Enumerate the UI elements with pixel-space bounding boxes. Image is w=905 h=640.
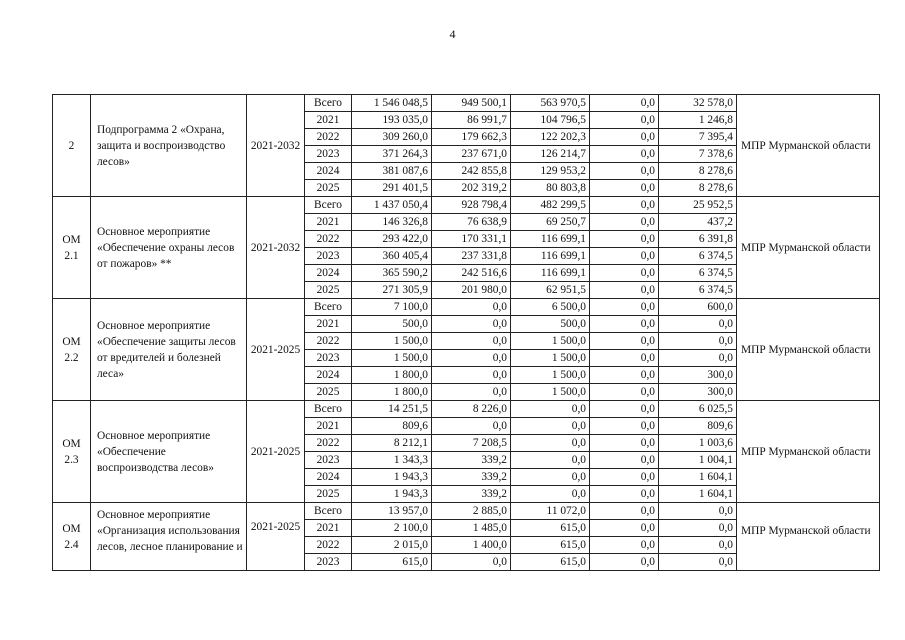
year-cell: 2021 bbox=[305, 214, 352, 231]
other-cell: 0,0 bbox=[659, 554, 737, 571]
other-cell: 0,0 bbox=[659, 503, 737, 520]
period-cell: 2021-2025 bbox=[247, 401, 305, 503]
regional-cell: 0,0 bbox=[511, 486, 590, 503]
total-cell: 1 546 048,5 bbox=[352, 95, 432, 112]
name-cell: Основное мероприятие «Организация использования лесов, лесное планирование и bbox=[91, 503, 247, 571]
other-cell: 300,0 bbox=[659, 367, 737, 384]
local-cell: 0,0 bbox=[590, 214, 659, 231]
year-cell: 2021 bbox=[305, 112, 352, 129]
year-cell: 2024 bbox=[305, 163, 352, 180]
regional-cell: 1 500,0 bbox=[511, 384, 590, 401]
table-row bbox=[53, 299, 880, 316]
other-cell: 6 374,5 bbox=[659, 248, 737, 265]
other-cell: 1 604,1 bbox=[659, 469, 737, 486]
year-cell: 2025 bbox=[305, 180, 352, 197]
table-row bbox=[53, 503, 880, 520]
federal-cell: 949 500,1 bbox=[432, 95, 511, 112]
total-cell: 7 100,0 bbox=[352, 299, 432, 316]
other-cell: 0,0 bbox=[659, 520, 737, 537]
regional-cell: 126 214,7 bbox=[511, 146, 590, 163]
federal-cell: 201 980,0 bbox=[432, 282, 511, 299]
year-cell: Всего bbox=[305, 401, 352, 418]
executor-cell: МПР Мурманской области bbox=[737, 95, 880, 197]
federal-cell: 0,0 bbox=[432, 316, 511, 333]
code-cell: ОМ 2.3 bbox=[53, 401, 91, 503]
local-cell: 0,0 bbox=[590, 520, 659, 537]
local-cell: 0,0 bbox=[590, 367, 659, 384]
local-cell: 0,0 bbox=[590, 265, 659, 282]
year-cell: 2022 bbox=[305, 231, 352, 248]
federal-cell: 2 885,0 bbox=[432, 503, 511, 520]
federal-cell: 202 319,2 bbox=[432, 180, 511, 197]
federal-cell: 339,2 bbox=[432, 486, 511, 503]
local-cell: 0,0 bbox=[590, 350, 659, 367]
code-cell: 2 bbox=[53, 95, 91, 197]
other-cell: 0,0 bbox=[659, 333, 737, 350]
local-cell: 0,0 bbox=[590, 231, 659, 248]
year-cell: 2023 bbox=[305, 350, 352, 367]
local-cell: 0,0 bbox=[590, 537, 659, 554]
other-cell: 7 395,4 bbox=[659, 129, 737, 146]
federal-cell: 86 991,7 bbox=[432, 112, 511, 129]
regional-cell: 6 500,0 bbox=[511, 299, 590, 316]
federal-cell: 928 798,4 bbox=[432, 197, 511, 214]
year-cell: Всего bbox=[305, 95, 352, 112]
year-cell: 2023 bbox=[305, 146, 352, 163]
table-row bbox=[53, 197, 880, 214]
regional-cell: 116 699,1 bbox=[511, 231, 590, 248]
federal-cell: 170 331,1 bbox=[432, 231, 511, 248]
total-cell: 1 437 050,4 bbox=[352, 197, 432, 214]
total-cell: 1 943,3 bbox=[352, 486, 432, 503]
local-cell: 0,0 bbox=[590, 299, 659, 316]
year-cell: 2025 bbox=[305, 282, 352, 299]
regional-cell: 0,0 bbox=[511, 435, 590, 452]
regional-cell: 1 500,0 bbox=[511, 367, 590, 384]
regional-cell: 615,0 bbox=[511, 537, 590, 554]
executor-cell: МПР Мурманской области bbox=[737, 503, 880, 571]
year-cell: 2022 bbox=[305, 333, 352, 350]
local-cell: 0,0 bbox=[590, 129, 659, 146]
local-cell: 0,0 bbox=[590, 163, 659, 180]
federal-cell: 8 226,0 bbox=[432, 401, 511, 418]
local-cell: 0,0 bbox=[590, 554, 659, 571]
other-cell: 600,0 bbox=[659, 299, 737, 316]
regional-cell: 122 202,3 bbox=[511, 129, 590, 146]
year-cell: 2021 bbox=[305, 520, 352, 537]
total-cell: 371 264,3 bbox=[352, 146, 432, 163]
regional-cell: 11 072,0 bbox=[511, 503, 590, 520]
total-cell: 1 800,0 bbox=[352, 384, 432, 401]
regional-cell: 69 250,7 bbox=[511, 214, 590, 231]
local-cell: 0,0 bbox=[590, 282, 659, 299]
total-cell: 291 401,5 bbox=[352, 180, 432, 197]
regional-cell: 129 953,2 bbox=[511, 163, 590, 180]
regional-cell: 116 699,1 bbox=[511, 265, 590, 282]
total-cell: 500,0 bbox=[352, 316, 432, 333]
name-cell: Основное мероприятие «Обеспечение охраны лесов от пожаров» ** bbox=[91, 197, 247, 299]
year-cell: 2025 bbox=[305, 486, 352, 503]
executor-cell: МПР Мурманской области bbox=[737, 299, 880, 401]
other-cell: 1 003,6 bbox=[659, 435, 737, 452]
year-cell: Всего bbox=[305, 503, 352, 520]
total-cell: 1 500,0 bbox=[352, 333, 432, 350]
other-cell: 6 374,5 bbox=[659, 265, 737, 282]
federal-cell: 1 400,0 bbox=[432, 537, 511, 554]
total-cell: 271 305,9 bbox=[352, 282, 432, 299]
other-cell: 6 374,5 bbox=[659, 282, 737, 299]
year-cell: 2024 bbox=[305, 469, 352, 486]
period-cell: 2021-2025 bbox=[247, 503, 305, 571]
total-cell: 1 943,3 bbox=[352, 469, 432, 486]
total-cell: 615,0 bbox=[352, 554, 432, 571]
year-cell: 2024 bbox=[305, 265, 352, 282]
executor-cell: МПР Мурманской области bbox=[737, 197, 880, 299]
other-cell: 1 004,1 bbox=[659, 452, 737, 469]
other-cell: 0,0 bbox=[659, 316, 737, 333]
year-cell: 2023 bbox=[305, 248, 352, 265]
other-cell: 25 952,5 bbox=[659, 197, 737, 214]
budget-table bbox=[52, 94, 880, 571]
regional-cell: 563 970,5 bbox=[511, 95, 590, 112]
total-cell: 14 251,5 bbox=[352, 401, 432, 418]
federal-cell: 0,0 bbox=[432, 333, 511, 350]
name-cell: Подпрограмма 2 «Охрана, защита и воспроизводство лесов» bbox=[91, 95, 247, 197]
year-cell: 2022 bbox=[305, 129, 352, 146]
total-cell: 1 500,0 bbox=[352, 350, 432, 367]
local-cell: 0,0 bbox=[590, 469, 659, 486]
year-cell: 2025 bbox=[305, 384, 352, 401]
local-cell: 0,0 bbox=[590, 197, 659, 214]
other-cell: 8 278,6 bbox=[659, 163, 737, 180]
period-cell: 2021-2025 bbox=[247, 299, 305, 401]
regional-cell: 0,0 bbox=[511, 469, 590, 486]
other-cell: 1 604,1 bbox=[659, 486, 737, 503]
total-cell: 365 590,2 bbox=[352, 265, 432, 282]
other-cell: 6 025,5 bbox=[659, 401, 737, 418]
table-row bbox=[53, 95, 880, 112]
other-cell: 6 391,8 bbox=[659, 231, 737, 248]
other-cell: 1 246,8 bbox=[659, 112, 737, 129]
year-cell: 2021 bbox=[305, 418, 352, 435]
local-cell: 0,0 bbox=[590, 248, 659, 265]
federal-cell: 179 662,3 bbox=[432, 129, 511, 146]
regional-cell: 104 796,5 bbox=[511, 112, 590, 129]
total-cell: 381 087,6 bbox=[352, 163, 432, 180]
year-cell: 2022 bbox=[305, 537, 352, 554]
local-cell: 0,0 bbox=[590, 95, 659, 112]
total-cell: 2 015,0 bbox=[352, 537, 432, 554]
local-cell: 0,0 bbox=[590, 180, 659, 197]
other-cell: 437,2 bbox=[659, 214, 737, 231]
period-cell: 2021-2032 bbox=[247, 197, 305, 299]
regional-cell: 615,0 bbox=[511, 554, 590, 571]
local-cell: 0,0 bbox=[590, 112, 659, 129]
total-cell: 309 260,0 bbox=[352, 129, 432, 146]
code-cell: ОМ 2.1 bbox=[53, 197, 91, 299]
federal-cell: 0,0 bbox=[432, 299, 511, 316]
year-cell: Всего bbox=[305, 299, 352, 316]
regional-cell: 0,0 bbox=[511, 452, 590, 469]
total-cell: 2 100,0 bbox=[352, 520, 432, 537]
local-cell: 0,0 bbox=[590, 146, 659, 163]
local-cell: 0,0 bbox=[590, 418, 659, 435]
executor-cell: МПР Мурманской области bbox=[737, 401, 880, 503]
regional-cell: 1 500,0 bbox=[511, 350, 590, 367]
other-cell: 0,0 bbox=[659, 537, 737, 554]
total-cell: 809,6 bbox=[352, 418, 432, 435]
regional-cell: 615,0 bbox=[511, 520, 590, 537]
page-number: 4 bbox=[449, 27, 456, 41]
federal-cell: 7 208,5 bbox=[432, 435, 511, 452]
local-cell: 0,0 bbox=[590, 384, 659, 401]
federal-cell: 0,0 bbox=[432, 418, 511, 435]
other-cell: 809,6 bbox=[659, 418, 737, 435]
total-cell: 1 343,3 bbox=[352, 452, 432, 469]
local-cell: 0,0 bbox=[590, 452, 659, 469]
name-cell: Основное мероприятие «Обеспечение воспроизводства лесов» bbox=[91, 401, 247, 503]
regional-cell: 62 951,5 bbox=[511, 282, 590, 299]
table-row bbox=[53, 401, 880, 418]
regional-cell: 116 699,1 bbox=[511, 248, 590, 265]
federal-cell: 0,0 bbox=[432, 367, 511, 384]
local-cell: 0,0 bbox=[590, 401, 659, 418]
regional-cell: 0,0 bbox=[511, 418, 590, 435]
other-cell: 8 278,6 bbox=[659, 180, 737, 197]
regional-cell: 500,0 bbox=[511, 316, 590, 333]
federal-cell: 1 485,0 bbox=[432, 520, 511, 537]
total-cell: 1 800,0 bbox=[352, 367, 432, 384]
federal-cell: 0,0 bbox=[432, 384, 511, 401]
federal-cell: 237 331,8 bbox=[432, 248, 511, 265]
federal-cell: 0,0 bbox=[432, 554, 511, 571]
year-cell: 2024 bbox=[305, 367, 352, 384]
other-cell: 7 378,6 bbox=[659, 146, 737, 163]
total-cell: 8 212,1 bbox=[352, 435, 432, 452]
year-cell: Всего bbox=[305, 197, 352, 214]
federal-cell: 339,2 bbox=[432, 452, 511, 469]
total-cell: 293 422,0 bbox=[352, 231, 432, 248]
federal-cell: 242 516,6 bbox=[432, 265, 511, 282]
year-cell: 2022 bbox=[305, 435, 352, 452]
regional-cell: 80 803,8 bbox=[511, 180, 590, 197]
federal-cell: 237 671,0 bbox=[432, 146, 511, 163]
other-cell: 300,0 bbox=[659, 384, 737, 401]
name-cell: Основное мероприятие «Обеспечение защиты лесов от вредителей и болезней леса» bbox=[91, 299, 247, 401]
total-cell: 193 035,0 bbox=[352, 112, 432, 129]
local-cell: 0,0 bbox=[590, 333, 659, 350]
total-cell: 360 405,4 bbox=[352, 248, 432, 265]
other-cell: 0,0 bbox=[659, 350, 737, 367]
regional-cell: 1 500,0 bbox=[511, 333, 590, 350]
regional-cell: 0,0 bbox=[511, 401, 590, 418]
local-cell: 0,0 bbox=[590, 486, 659, 503]
federal-cell: 76 638,9 bbox=[432, 214, 511, 231]
period-cell: 2021-2032 bbox=[247, 95, 305, 197]
local-cell: 0,0 bbox=[590, 316, 659, 333]
local-cell: 0,0 bbox=[590, 503, 659, 520]
regional-cell: 482 299,5 bbox=[511, 197, 590, 214]
federal-cell: 339,2 bbox=[432, 469, 511, 486]
code-cell: ОМ 2.4 bbox=[53, 503, 91, 571]
year-cell: 2023 bbox=[305, 554, 352, 571]
federal-cell: 0,0 bbox=[432, 350, 511, 367]
code-cell: ОМ 2.2 bbox=[53, 299, 91, 401]
total-cell: 146 326,8 bbox=[352, 214, 432, 231]
total-cell: 13 957,0 bbox=[352, 503, 432, 520]
year-cell: 2021 bbox=[305, 316, 352, 333]
other-cell: 32 578,0 bbox=[659, 95, 737, 112]
local-cell: 0,0 bbox=[590, 435, 659, 452]
year-cell: 2023 bbox=[305, 452, 352, 469]
federal-cell: 242 855,8 bbox=[432, 163, 511, 180]
